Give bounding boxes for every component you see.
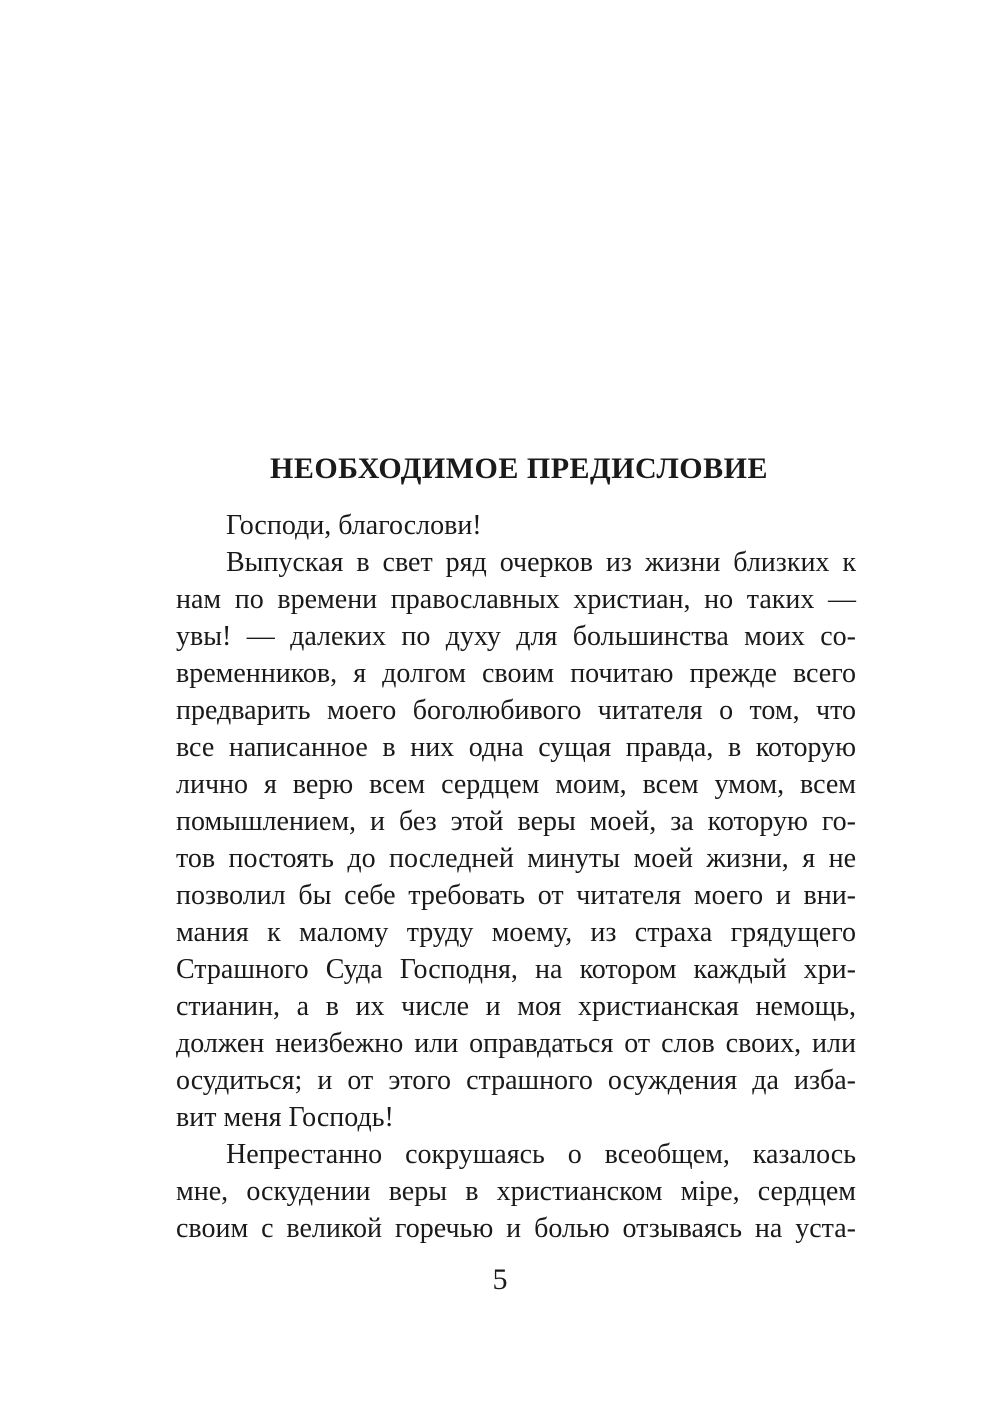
text-line: стианин, а в их числе и моя христианская немощь, xyxy=(176,991,856,1022)
text-line: предварить моего боголюбивого читателя о том, что xyxy=(176,695,856,726)
text-line: Господи, благослови! xyxy=(226,510,482,541)
text-line: вит меня Господь! xyxy=(176,1102,394,1133)
text-line: мания к малому труду моему, из страха грядущего xyxy=(176,917,856,948)
text-line: увы! — далеких по духу для большинства моих со- xyxy=(176,621,856,652)
text-line: должен неизбежно или оправдаться от слов своих, или xyxy=(176,1028,856,1059)
text-line: мне, оскудении веры в христианском міре, сердцем xyxy=(176,1176,856,1207)
text-line: тов постоять до последней минуты моей жизни, я не xyxy=(176,843,856,874)
text-line: осудиться; и от этого страшного осуждения да изба- xyxy=(176,1065,856,1096)
text-line: своим с великой горечью и болью отзываясь на уста- xyxy=(176,1213,856,1244)
text-line: все написанное в них одна сущая правда, в которую xyxy=(176,732,856,763)
text-line: Выпуская в свет ряд очерков из жизни близких к xyxy=(226,547,856,578)
page-number: 5 xyxy=(492,1263,508,1296)
text-line: позволил бы себе требовать от читателя моего и вни- xyxy=(176,880,856,911)
text-line: нам по времени православных христиан, но таких — xyxy=(176,584,856,615)
text-line: помышлением, и без этой веры моей, за которую го- xyxy=(176,806,856,837)
chapter-heading: НЕОБХОДИМОЕ ПРЕДИСЛОВИЕ xyxy=(270,452,768,485)
text-line: Страшного Суда Господня, на котором каждый хри- xyxy=(176,954,856,985)
text-line: лично я верю всем сердцем моим, всем умом, всем xyxy=(176,769,856,800)
text-line: временников, я долгом своим почитаю прежде всего xyxy=(176,658,856,689)
text-line: Непрестанно сокрушаясь о всеобщем, казалось xyxy=(226,1139,856,1170)
